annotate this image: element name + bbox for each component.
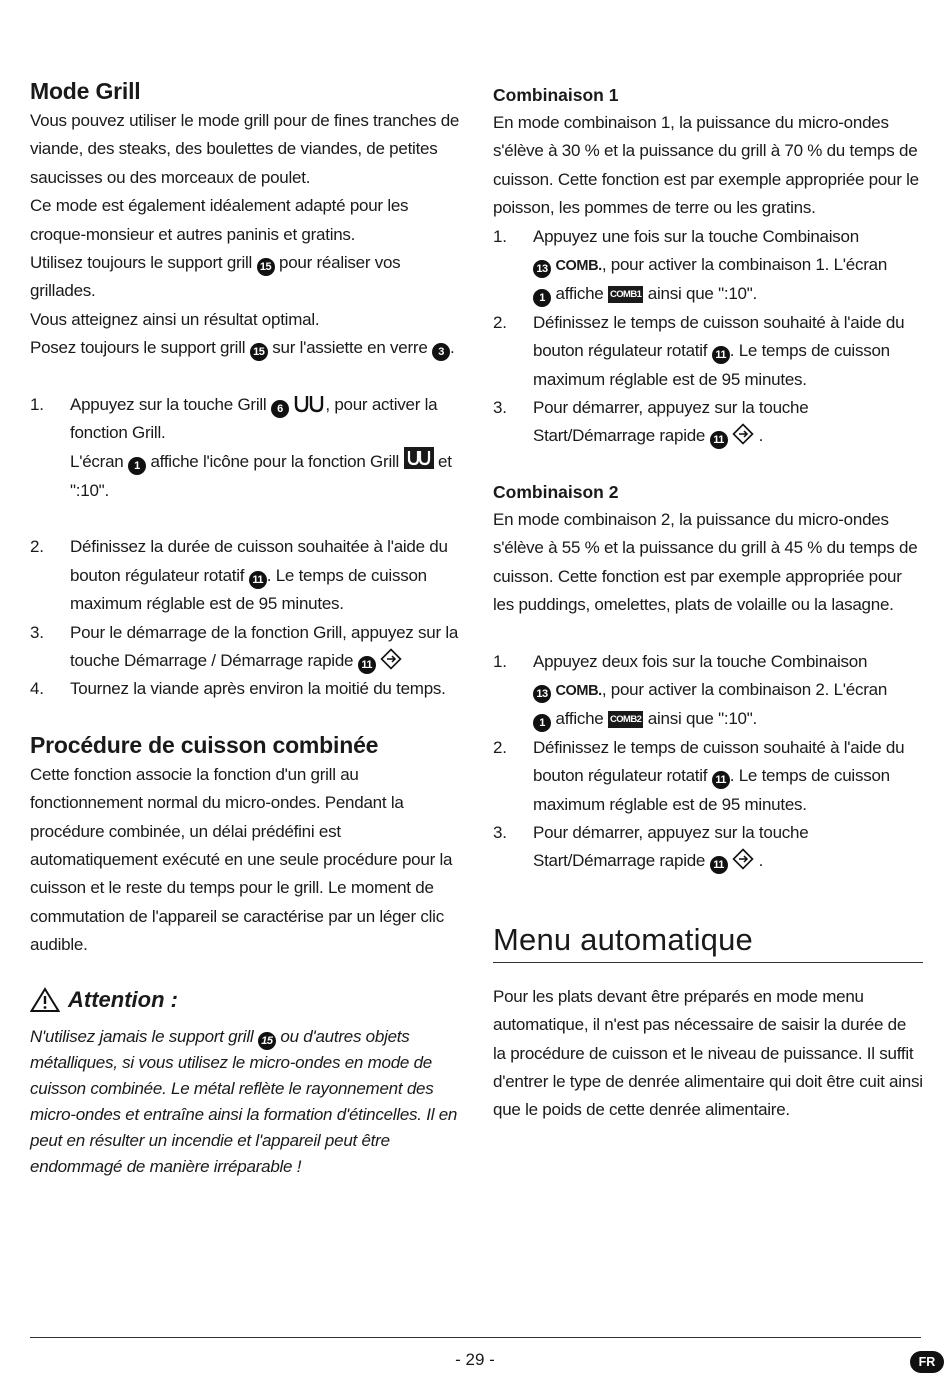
lcd-comb1-icon: COMB1 [608, 286, 643, 303]
grill-wave-icon [293, 392, 325, 414]
ref-badge-1: 1 [533, 714, 551, 732]
grill-para-1: Vous pouvez utiliser le mode grill pour de fines tranches de viande, des steaks, des boulettes de viandes, de petites saucisses ou des morceaux de poulet. [30, 111, 460, 187]
language-badge: FR [910, 1351, 944, 1373]
ref-badge-11: 11 [358, 656, 376, 674]
ref-badge-11: 11 [712, 771, 730, 789]
combined-para: Cette fonction associe la fonction d'un grill au fonctionnement normal du micro-ondes. Pendant la procédure combinée, un délai prédéfini est automatiquement exécuté en une seule procédure pour la cuisson et le reste du temps pour le grill. Le moment de commutation de l'appareil se caractérise par un léger clic audible. [30, 764, 453, 955]
grill-para-5: Posez toujours le support grill 15 sur l'assiette en verre 3 . [30, 334, 462, 362]
start-diamond-icon [380, 648, 402, 670]
ref-badge-1: 1 [128, 457, 146, 475]
list-item: 3. Pour le démarrage de la fonction Grill, appuyez sur la touche Démarrage / Démarrage rapide 11 [30, 619, 462, 676]
list-item: 4. Tournez la viande après environ la moitié du temps. [30, 679, 446, 699]
section-title-menu-automatique: Menu automatique [493, 922, 923, 963]
section-title-mode-grill: Mode Grill [30, 78, 141, 104]
list-item: 1. Appuyez sur la touche Grill 6 , pour activer la fonction Grill. L'écran 1 affiche l'icône pour la fonction Grill et ":10". [30, 391, 462, 506]
start-diamond-icon [732, 848, 754, 870]
right-column [493, 81, 923, 1125]
combinaison-1-steps [493, 223, 923, 451]
list-item: 2. Définissez le temps de cuisson souhaité à l'aide du bouton régulateur rotatif 11 . Le temps de cuisson maximum réglable est de 95 minutes. [493, 737, 905, 814]
attention-heading: Attention : [30, 980, 462, 1020]
comb-key-label: COMB. [555, 682, 602, 699]
subtitle-combinaison-1: Combinaison 1 [493, 85, 619, 105]
footer-divider [30, 1337, 921, 1338]
list-item: 3. Pour démarrer, appuyez sur la touche Start/Démarrage rapide 11 . [493, 394, 923, 451]
ref-badge-13: 13 [533, 685, 551, 703]
page-number: - 29 - [455, 1350, 495, 1369]
left-column [30, 76, 462, 1180]
subtitle-combinaison-2: Combinaison 2 [493, 481, 619, 502]
lcd-comb2-icon: COMB2 [608, 711, 643, 728]
ref-badge-15: 15 [258, 1032, 276, 1050]
lcd-grill-icon [404, 447, 434, 469]
ref-badge-11: 11 [249, 571, 267, 589]
list-item: 2. Définissez le temps de cuisson souhaité à l'aide du bouton régulateur rotatif 11 . Le temps de cuisson maximum réglable est de 95 minutes. [493, 312, 905, 389]
start-diamond-icon [732, 423, 754, 445]
menu-automatique-para: Pour les plats devant être préparés en mode menu automatique, il n'est pas nécessaire de saisir la durée de la procédure de cuisson et le niveau de puissance. Il suffit d'entrer le type de denrée alimentaire qui doit être cuit ainsi que le poids de cette denrée alimentaire. [493, 986, 923, 1120]
grill-steps-list [30, 391, 462, 704]
ref-badge-15: 15 [257, 258, 275, 276]
warning-triangle-icon [30, 987, 60, 1013]
combinaison-1-para: En mode combinaison 1, la puissance du micro-ondes s'élève à 30 % et la puissance du grill à 70 % du temps de cuisson. Cette fonction est par exemple appropriée pour le poisson, les pommes de terre ou les gratins. [493, 113, 919, 218]
section-title-combined: Procédure de cuisson combinée [30, 731, 379, 758]
ref-badge-3: 3 [432, 343, 450, 361]
grill-para-4: Vous atteignez ainsi un résultat optimal. [30, 309, 320, 329]
grill-para-2: Ce mode est également idéalement adapté pour les croque-monsieur et autres paninis et gratins. [30, 196, 409, 244]
ref-badge-1: 1 [533, 289, 551, 307]
list-item: 3. Pour démarrer, appuyez sur la touche Start/Démarrage rapide 11 . [493, 819, 923, 876]
attention-text: N'utilisez jamais le support grill 15 ou d'autres objets métalliques, si vous utilisez le micro-ondes en mode de cuisson combinée. Le métal reflète le rayonnement des micro-ondes et entraîne ainsi la formation d'étincelles. Il en peut en résulter un incendie et l'appareil peut être endommagé de manière irréparable ! [30, 1026, 458, 1176]
ref-badge-15: 15 [250, 343, 268, 361]
ref-badge-11: 11 [710, 856, 728, 874]
list-item: 2. Définissez la durée de cuisson souhaitée à l'aide du bouton régulateur rotatif 11 . Le temps de cuisson maximum réglable est de 95 minutes. [30, 537, 448, 614]
grill-para-3: Utilisez toujours le support grill 15 pour réaliser vos grillades. [30, 253, 401, 301]
list-item: 1. Appuyez une fois sur la touche Combinaison 13 COMB., pour activer la combinaison 1. L'écran 1 affiche COMB1 ainsi que ":10". [493, 223, 923, 309]
ref-badge-6: 6 [271, 400, 289, 418]
list-item: 1. Appuyez deux fois sur la touche Combinaison 13 COMB., pour activer la combinaison 2. L'écran 1 affiche COMB2 ainsi que ":10". [493, 648, 923, 734]
ref-badge-11: 11 [710, 431, 728, 449]
ref-badge-13: 13 [533, 260, 551, 278]
combinaison-2-para: En mode combinaison 2, la puissance du micro-ondes s'élève à 55 % et la puissance du grill à 45 % du temps de cuisson. Cette fonction est par exemple appropriée pour les puddings, omelettes, plats de volaille ou la lasagne. [493, 509, 918, 615]
combinaison-2-steps [493, 648, 923, 876]
comb-key-label: COMB. [555, 258, 602, 275]
ref-badge-11: 11 [712, 346, 730, 364]
